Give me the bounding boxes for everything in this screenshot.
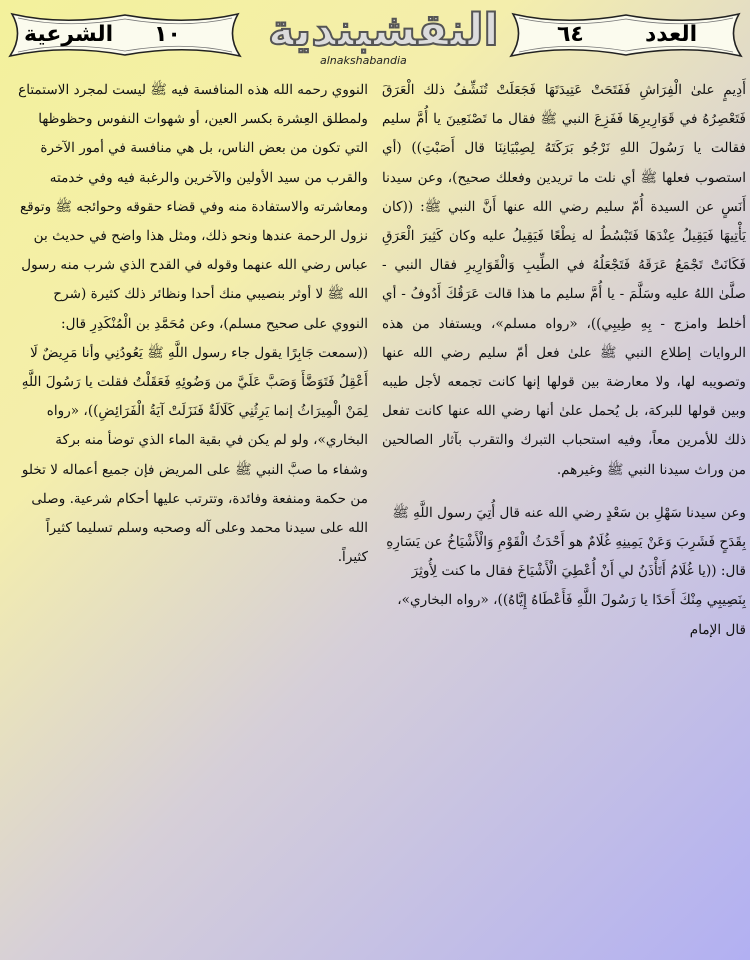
page-number: ١٠ [154,22,181,47]
left-text-column [16,76,368,572]
article-paragraph: أَدِيمٍ علىٰ الْفِرَاشِ فَفَتَحَتْ عَتِيدَتَهَا فَجَعَلَتْ تُنَشِّفُ ذلك الْعَرَقَ فَتَعْصِرُهُ في قَوَارِيرِهَا فَفَزِعَ النبي ﷺ فقال ما تَصْنَعِينَ يا أُمَّ سليم فقالت يا رَسُولَ اللهِ نَرْجُو بَرَكَتَهُ لِصِبْيَانِنَا قال أَصَبْتِ)) (أي استصوب فعلها ﷺ أي نلت ما تريدين وفعلك صحيح)، وعن سيدنا أَنَسٍ عن السيدة أُمّ سليم رضي الله عنها أَنَّ النبي ﷺ: ((كان يَأْتِيهَا فَيَقِيلُ عِنْدَهَا فَتَبْسُطُ له نِطْعًا فَيَقِيلُ عليه وكان كَثِيرَ الْعَرَقِ فَكَانَتْ تَجْمَعُ عَرَقَهُ فَتَجْعَلُهُ في الطِّيبِ وَالْقَوَارِيرِ فقال النبي - صلَّىٰ اللهُ عليه وسَلَّمَ - يا أُمَّ سليم ما هذا قالت عَرَقُكَ أَدُوفُ - أي أخلط وامزج - بِهِ طِيبِي))، «رواه مسلم»، ويستفاد من هذه الروايات إطلاع النبي ﷺ علىٰ فعل أمّ سليم رضي الله عنها وتصويبه لها، ولا معارضة بين قولها إنها كانت تجمعه لأجل طيبه وبين قولها للبركة، بل يُحمل علىٰ أنها رضي الله عنها كانت تفعل ذلك للأمرين معاً، وفيه استحباب التبرك والتقرب بآثار الصالحين من وراث سيدنا النبي ﷺ وغيرهم. [382,82,746,478]
article-paragraph: وعن سيدنا سَهْلِ بن سَعْدٍ رضي الله عنه قال أُتِيَ رسول اللَّهِ ﷺ بِقَدَحٍ فَشَرِبَ وَعَنْ يَمِينِهِ غُلَامٌ هو أَحْدَثُ الْقَوْمِ وَالْأَشْيَاخُ عن يَسَارِهِ قال: ((يا غُلَامُ أَتَأْذَنُ لي أَنْ أُعْطِيَ الْأَشْيَاخَ فقال ما كنت لِأُوثِرَ بِنَصِيبِي مِنْكَ أَحَدًا يا رَسُولَ اللَّهِ فَأَعْطَاهُ إِيَّاهُ))، «رواه البخاري»، قال الإمام [386,504,746,638]
article-paragraph: النووي رحمه الله هذه المنافسة فيه ﷺ ليست لمجرد الاستمتاع ولمطلق العِشرة بكسر العين، أو شهوات النفوس وحظوظها التي تكون من بعض الناس، بل هي منافسة في أمور الآخرة والقرب من سيد الأولين والآخرين والرغبة فيه وفي خدمته ومعاشرته والاستفادة منه وفي قضاء حقوقه وحوائجه ﷺ وتوقع نزول الرحمة عندها ونحو ذلك، ومثل هذا واضح في حديث بن عباس رضي الله عنهما وقوله في القدح الذي شرب منه رسول الله ﷺ لا أوثر بنصيبي منك أحدا ونظائر ذلك كثيرة (شرح النووي على صحيح مسلم)، وعن مُحَمَّدِ بن الْمُنْكَدِرِ قال: ((سمعت جَابِرًا يقول جاء رسول اللَّهِ ﷺ يَعُودُنِي وأنا مَرِيضٌ لَا أَعْقِلُ فَتَوَضَّأَ وَصَبَّ عَلَيَّ من وَضُوئِهِ فَعَقَلْتُ فقلت يا رَسُولَ اللَّهِ لِمَنْ الْمِيرَاثُ إنما يَرِثُنِي كَلَالَةٌ فَنَزَلَتْ آيَةُ الْفَرَائِضِ))، «رواه البخاري»، ولو لم يكن في بقية الماء الذي توضأ منه بركة وشفاء ما صبَّ النبي ﷺ على المريض فإن جميع أعماله لا تخلو من حكمة ومنفعة وفائدة، وتترتب عليها أحكام شرعية. وصلى الله على سيدنا محمد وعلى آله وصحبه وسلم تسليما كثيراً كثيراً. [18,82,368,566]
scroll-banner-icon [505,10,747,60]
section-title: الشرعية [24,22,114,47]
magazine-logo [268,2,499,70]
issue-label: العدد [645,22,698,47]
issue-number: ٦٤ [557,22,584,47]
logo-title: النقشبندية [268,5,499,56]
logo-subtitle: alnakshabandia [320,54,407,67]
page-header [0,0,750,72]
right-text-column [382,76,746,645]
issue-banner [505,10,747,60]
section-banner [4,10,246,60]
